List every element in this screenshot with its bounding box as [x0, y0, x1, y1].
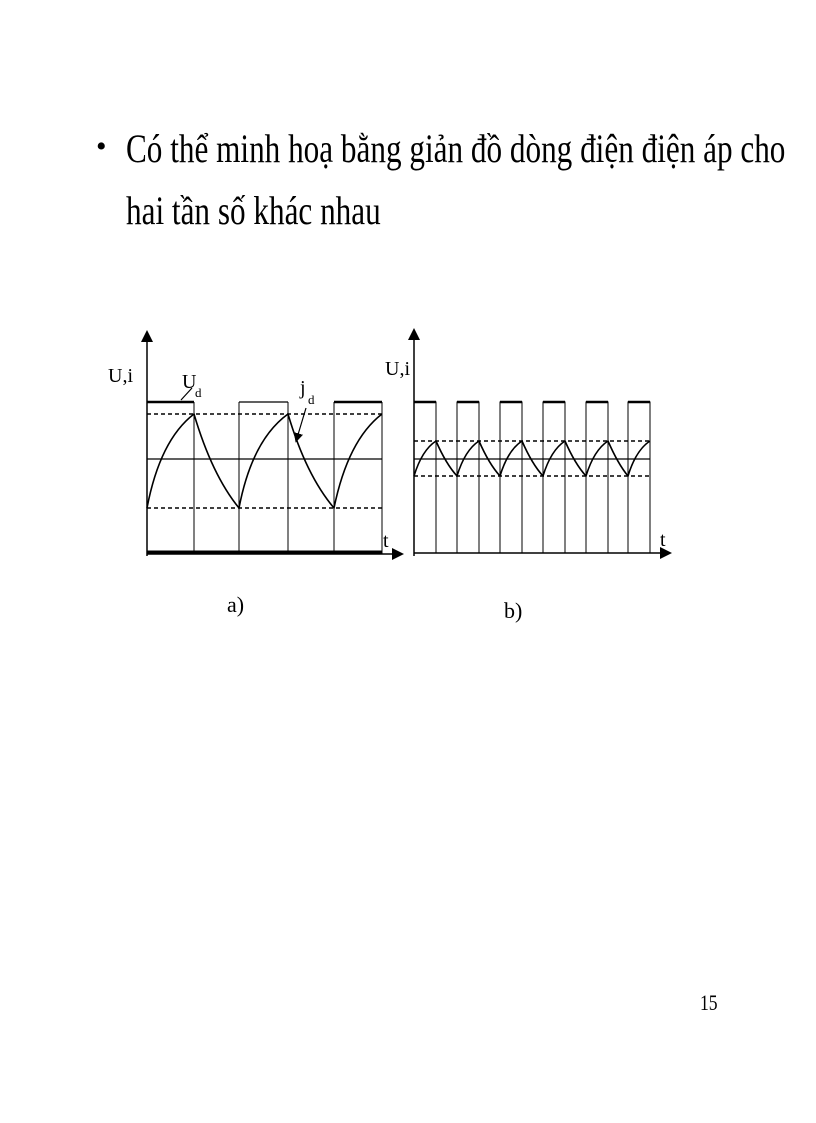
panel-a-y-axis-label: U,i — [108, 365, 133, 387]
panel-b-pulse-train — [414, 402, 650, 553]
panel-b-caption: b) — [504, 598, 523, 623]
panel-a-current-subscript: d — [308, 392, 315, 407]
panel-b-y-axis-label: U,i — [385, 358, 410, 380]
panel-a — [108, 336, 398, 617]
page-number: 15 — [700, 990, 718, 1015]
panel-a-caption: a) — [227, 592, 245, 617]
panel-a-voltage-subscript: d — [195, 385, 202, 400]
panel-b-x-axis-label: t — [660, 529, 666, 551]
bullet-line-1: Có thể minh hoạ bằng giản đồ dòng điện điện áp cho — [126, 126, 786, 171]
panel-a-current-label: j — [300, 377, 306, 399]
panel-a-current-curve — [147, 414, 382, 508]
bullet-line-2: hai tần số khác nhau — [126, 188, 381, 233]
panel-a-voltage-label: U — [182, 371, 197, 393]
bullet-dot-icon: • — [96, 130, 107, 163]
panel-a-current-pointer — [297, 408, 306, 438]
panel-b — [385, 334, 666, 623]
panel-a-x-axis-label: t — [383, 530, 389, 552]
